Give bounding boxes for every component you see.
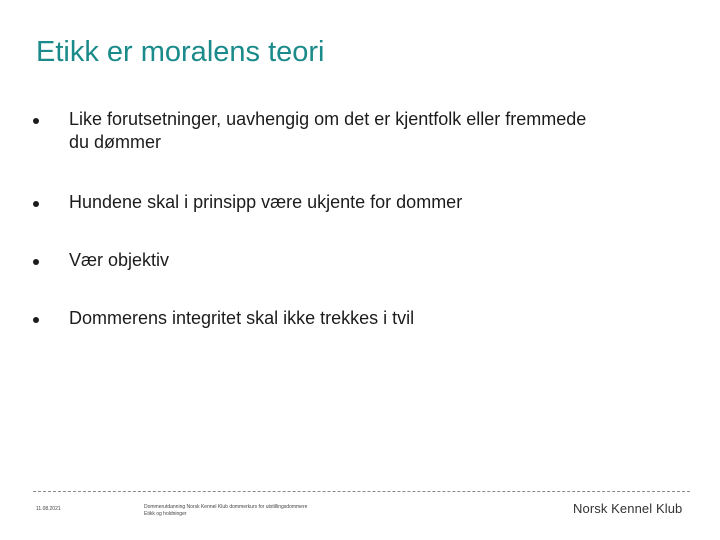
bullet-item	[30, 108, 590, 154]
bullet-item	[30, 307, 590, 331]
bullet-item	[30, 249, 590, 273]
nkk-logo: Norsk Kennel Klub	[573, 501, 683, 516]
bullet-text: Dommerens integritet skal ikke trekkes i tvil	[69, 308, 415, 328]
bullet-dot-icon	[33, 317, 39, 323]
footer-note-line: Dommerutdanning Norsk Kennel Klub dommerkurs for utstillingsdommere	[144, 504, 308, 510]
bullet-text: Vær objektiv	[69, 250, 170, 270]
bullet-dot-icon	[33, 118, 39, 124]
bullet-text: Hundene skal i prinsipp være ukjente for dommer	[69, 192, 463, 212]
bullet-dot-icon	[33, 201, 39, 207]
bullet-text: Like forutsetninger, uavhengig om det er kjentfolk eller fremmede du dømmer	[69, 109, 587, 152]
footer-note	[144, 504, 404, 518]
footer-date: 11.08.2021	[36, 506, 61, 512]
footer-note-line: Etikk og holdninger	[144, 511, 187, 517]
bullet-item	[30, 191, 590, 215]
slide-title: Etikk er moralens teori	[36, 36, 325, 68]
bullet-dot-icon	[33, 259, 39, 265]
footer-divider	[33, 491, 690, 492]
